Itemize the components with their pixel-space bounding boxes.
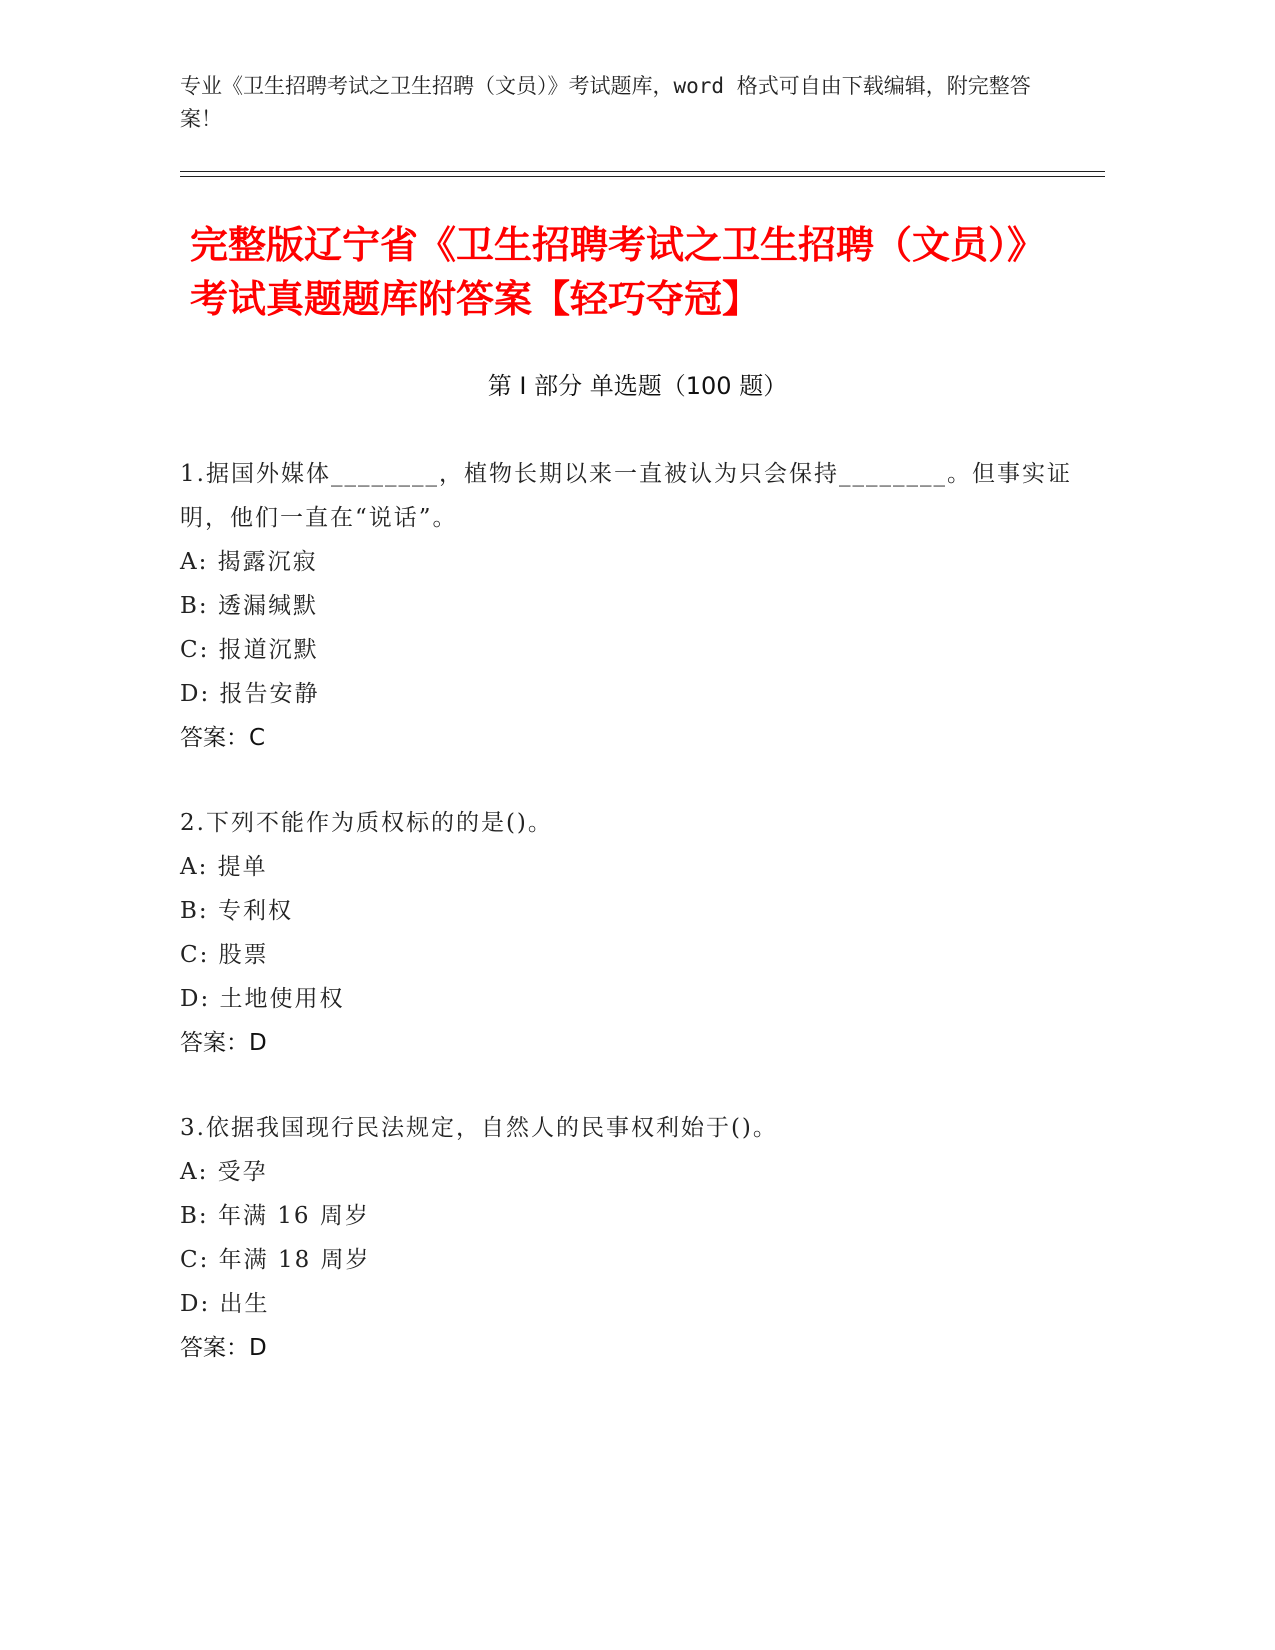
- question-stem: 3.依据我国现行民法规定，自然人的民事权利始于()。: [180, 1115, 778, 1141]
- question-3: [180, 1106, 1080, 1370]
- header-divider-top: [180, 171, 1105, 172]
- question-stem: 2.下列不能作为质权标的的是()。: [180, 810, 553, 836]
- answer: 答案：D: [180, 1030, 267, 1056]
- option-a: A: 受孕: [180, 1159, 268, 1185]
- option-a: A: 揭露沉寂: [180, 549, 318, 575]
- answer: 答案：D: [180, 1335, 267, 1361]
- answer: 答案：C: [180, 725, 266, 751]
- question-stem: 1.据国外媒体________，植物长期以来一直被认为只会保持________。但事实证明，他们一直在“说话”。: [180, 461, 1072, 531]
- header-note: 专业《卫生招聘考试之卫生招聘（文员）》考试题库，word 格式可自由下载编辑，附完整答案！: [180, 74, 1031, 131]
- option-c: C: 年满 18 周岁: [180, 1247, 371, 1273]
- document-title: 完整版辽宁省《卫生招聘考试之卫生招聘（文员）》考试真题题库附答案【轻巧夺冠】: [190, 223, 1046, 321]
- section-heading: 第 I 部分 单选题（100 题）: [487, 372, 788, 400]
- option-b: B: 年满 16 周岁: [180, 1203, 370, 1229]
- question-1: [180, 452, 1080, 760]
- option-c: C: 报道沉默: [180, 637, 319, 663]
- option-d: D: 土地使用权: [180, 986, 345, 1012]
- question-2: [180, 801, 1080, 1065]
- option-b: B: 专利权: [180, 898, 293, 924]
- option-d: D: 出生: [180, 1291, 270, 1317]
- option-c: C: 股票: [180, 942, 269, 968]
- option-a: A: 提单: [180, 854, 268, 880]
- header-divider-bottom: [180, 176, 1105, 177]
- option-d: D: 报告安静: [180, 681, 320, 707]
- option-b: B: 透漏缄默: [180, 593, 318, 619]
